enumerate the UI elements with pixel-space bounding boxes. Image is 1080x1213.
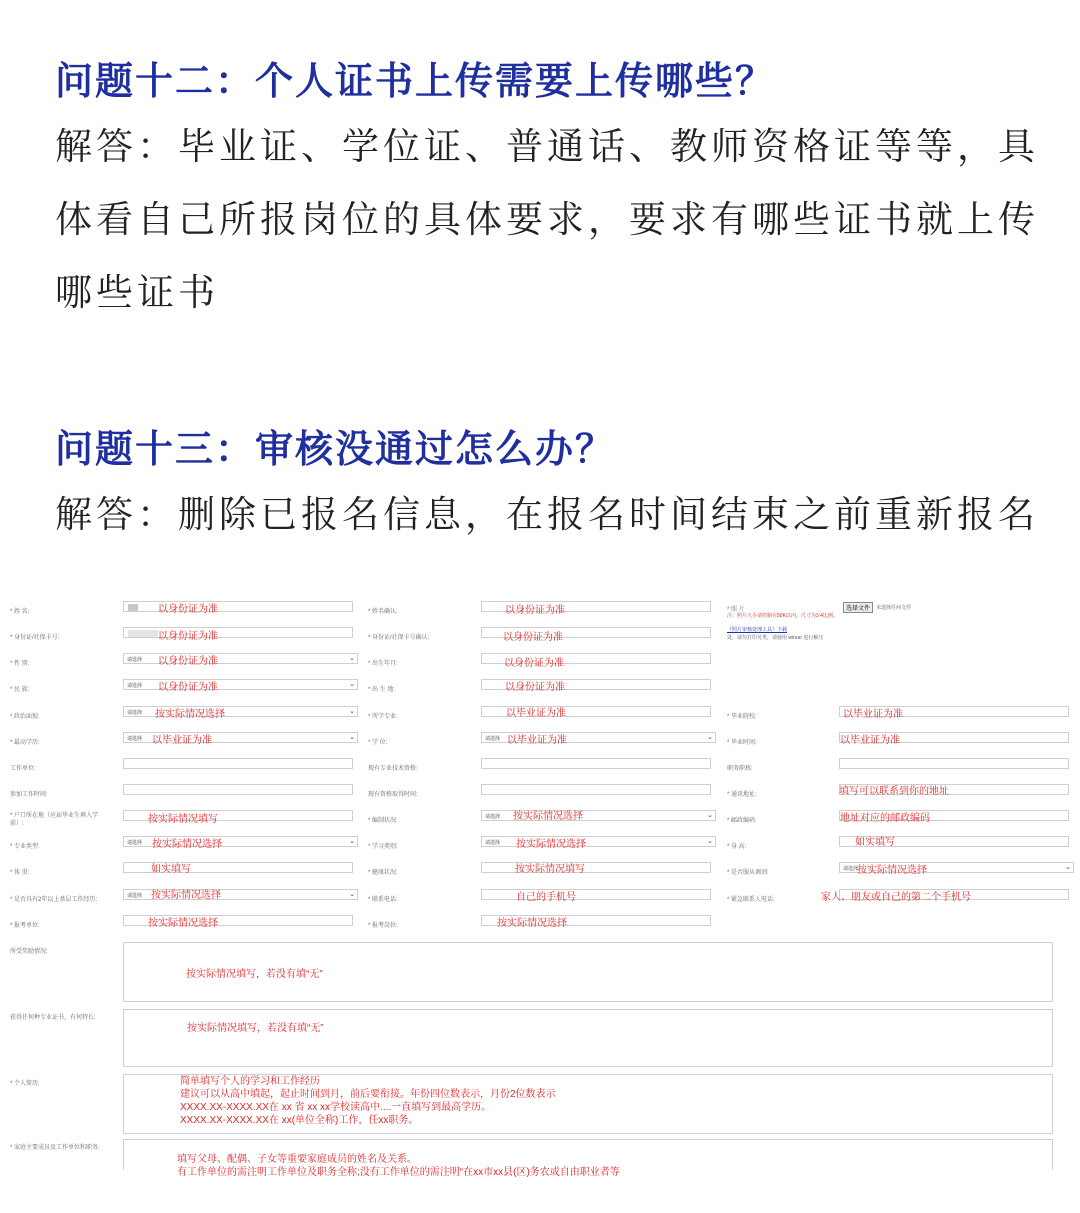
- resume-hint-3: XXXX.XX-XXXX.XX在 xx 省 xx xx学校读高中....一直填写到最高学历。: [180, 1102, 492, 1113]
- label-job-title: 职务职称:: [727, 766, 753, 772]
- title-time-input[interactable]: [481, 784, 711, 795]
- label-work-start: 参加工作时间:: [10, 792, 48, 798]
- label-height: * 身 高:: [727, 844, 747, 850]
- label-grad-time: * 毕业时间:: [727, 740, 757, 746]
- label-grassroots: * 是否具有2年以上基层工作经历:: [10, 897, 98, 903]
- major-hint: 以毕业证为准: [506, 708, 566, 719]
- label-id: * 身份证/社保卡号:: [10, 635, 60, 641]
- resume-hint-2: 建议可以从高中填起，起止时间到月，前后要衔接。年份四位数表示，月份2位数表示: [180, 1089, 556, 1100]
- birthdate-hint: 以身份证为准: [504, 658, 564, 669]
- staff-status-select[interactable]: 请选择 ⌄: [481, 810, 716, 821]
- label-tech-title: 现有专业技术资格:: [368, 766, 418, 772]
- skills-textarea[interactable]: [123, 1009, 1053, 1067]
- label-health: * 健康状况:: [368, 870, 398, 876]
- label-major-type: * 专业类型:: [10, 844, 40, 850]
- label-staff-status: * 编制状况:: [368, 818, 398, 824]
- label-degree: * 学 位:: [368, 740, 388, 746]
- degree-select[interactable]: 请选择 ⌄: [481, 732, 716, 743]
- study-type-hint: 按实际情况选择: [516, 839, 586, 850]
- skills-hint: 按实际情况填写，若没有填“无”: [187, 1023, 324, 1034]
- resume-hint-4: XXXX.XX-XXXX.XX在 xx(单位全称)工作，任xx职务。: [180, 1115, 419, 1126]
- weight-hint: 如实填写: [151, 864, 191, 875]
- study-type-select[interactable]: 请选择 ⌄: [481, 836, 716, 847]
- grassroots-select[interactable]: 请选择 ⌄: [123, 889, 358, 900]
- q13-title: 问题十三：审核没通过怎么办？: [55, 427, 616, 471]
- label-name: * 姓 名:: [10, 609, 30, 615]
- politics-select[interactable]: 请选择 ⌄: [123, 706, 358, 717]
- label-birthdate: * 出生年月:: [368, 661, 398, 667]
- label-adjust: * 是否服从调剂:: [727, 870, 769, 876]
- adjust-select[interactable]: 请选择 ⌄: [839, 862, 1074, 873]
- gender-select[interactable]: 请选择 ⌄: [123, 653, 358, 664]
- employer-input[interactable]: [123, 758, 353, 769]
- birthplace-hint: 以身份证为准: [505, 682, 565, 693]
- photo-note-3: 处，请勿打印另类，请使用 winrar 进行解压: [727, 635, 824, 641]
- grad-time-hint: 以毕业证为准: [840, 735, 900, 746]
- ethnicity-hint: 以身份证为准: [158, 682, 218, 693]
- label-weight: * 体 重:: [10, 870, 30, 876]
- label-address: * 通讯地址:: [727, 792, 757, 798]
- q12-answer-line-3: 哪些证书: [55, 271, 219, 314]
- name-hint: 以身份证为准: [158, 604, 218, 615]
- label-post-position: * 报考岗位:: [368, 923, 398, 929]
- label-phone: * 联系电话:: [368, 897, 398, 903]
- label-resume: * 个人简历:: [10, 1081, 40, 1087]
- adjust-hint: 按实际情况选择: [857, 865, 927, 876]
- post-position-hint: 按实际情况选择: [497, 918, 567, 929]
- awards-hint: 按实际情况填写，若没有填“无”: [186, 969, 323, 980]
- degree-hint: 以毕业证为准: [507, 735, 567, 746]
- label-postcode: * 邮政编码:: [727, 818, 757, 824]
- label-post-unit: * 报考单位:: [10, 923, 40, 929]
- school-hint: 以毕业证为准: [843, 709, 903, 720]
- staff-status-hint: 按实际情况选择: [513, 811, 583, 822]
- postcode-hint: 地址对应的邮政编码: [840, 813, 930, 824]
- label-hukou: * 户口所在地（应届毕业生填入学前）:: [10, 813, 99, 827]
- label-politics: * 政治面貌:: [10, 714, 40, 720]
- name-confirm-hint: 以身份证为准: [505, 605, 565, 616]
- resume-hint-1: 简单填写个人的学习和工作经历: [180, 1076, 320, 1087]
- label-major: * 所学专业:: [368, 714, 398, 720]
- label-family: * 家庭主要成员及工作单位和职务:: [10, 1145, 100, 1151]
- emergency-hint: 家人、朋友或自己的第二个手机号: [821, 892, 971, 903]
- label-employer: 工作单位:: [10, 766, 36, 772]
- job-title-input[interactable]: [839, 758, 1069, 769]
- label-study-type: * 学习类别:: [368, 844, 398, 850]
- work-start-input[interactable]: [123, 784, 353, 795]
- label-title-time: 现有资格取得时间:: [368, 792, 418, 798]
- q12-answer-line-2: 体看自己所报岗位的具体要求，要求有哪些证书就上传: [55, 198, 1039, 241]
- file-status: 未选择任何文件: [876, 605, 912, 611]
- gender-hint: 以身份证为准: [158, 656, 218, 667]
- address-hint: 填写可以联系到你的地址: [839, 786, 949, 797]
- id-hint: 以身份证为准: [158, 631, 218, 642]
- choose-file-button[interactable]: 选择文件: [843, 602, 873, 613]
- label-birthplace: * 出 生 地:: [368, 687, 396, 693]
- height-hint: 如实填写: [855, 837, 895, 848]
- label-id-confirm: * 身份证/社保卡号确认:: [368, 635, 430, 641]
- photo-tool-link[interactable]: 《照片审核处理工具》下载: [727, 627, 788, 633]
- education-hint: 以毕业证为准: [152, 735, 212, 746]
- label-education: * 最高学历:: [10, 740, 40, 746]
- photo-note-1: 注：照片大小请控制在50K以内，尺寸为3:4比例。: [727, 613, 838, 619]
- grassroots-hint: 按实际情况选择: [151, 890, 221, 901]
- education-select[interactable]: 请选择 ⌄: [123, 732, 358, 743]
- hukou-hint: 按实际情况填写: [148, 814, 218, 825]
- id-confirm-hint: 以身份证为准: [503, 632, 563, 643]
- label-school: * 毕业院校:: [727, 714, 757, 720]
- label-ethnicity: * 民 族:: [10, 687, 30, 693]
- health-hint: 按实际情况填写: [515, 864, 585, 875]
- family-hint-1: 填写父母、配偶、子女等重要家庭成员的姓名及关系。: [177, 1154, 417, 1165]
- q12-title: 问题十二：个人证书上传需要上传哪些？: [55, 59, 776, 103]
- label-skills: 获得任何种专业证书、有何特长:: [10, 1015, 96, 1021]
- label-photo: * 照 片: [727, 607, 745, 613]
- q13-answer: 解答：删除已报名信息，在报名时间结束之前重新报名: [55, 493, 1039, 536]
- label-awards: 所受奖励情况:: [10, 949, 48, 955]
- registration-form-screenshot: [0, 590, 1080, 1178]
- label-gender: * 性 别:: [10, 661, 30, 667]
- post-unit-hint: 按实际情况选择: [148, 918, 218, 929]
- tech-title-input[interactable]: [481, 758, 711, 769]
- label-name-confirm: * 姓名确认:: [368, 609, 398, 615]
- ethnicity-select[interactable]: 请选择 ⌄: [123, 679, 358, 690]
- q12-answer-line-1: 解答：毕业证、学位证、普通话、教师资格证等等，具: [55, 125, 1039, 168]
- major-type-select[interactable]: 请选择 ⌄: [123, 836, 358, 847]
- family-hint-2: 有工作单位的需注明工作单位及职务全称;没有工作单位的需注明“在xx市xx县(区)务农或自由职业者等: [177, 1167, 620, 1178]
- phone-hint: 自己的手机号: [516, 892, 576, 903]
- major-type-hint: 按实际情况选择: [152, 839, 222, 850]
- label-emergency: * 紧急联系人电话:: [727, 897, 775, 903]
- politics-hint: 按实际情况选择: [155, 709, 225, 720]
